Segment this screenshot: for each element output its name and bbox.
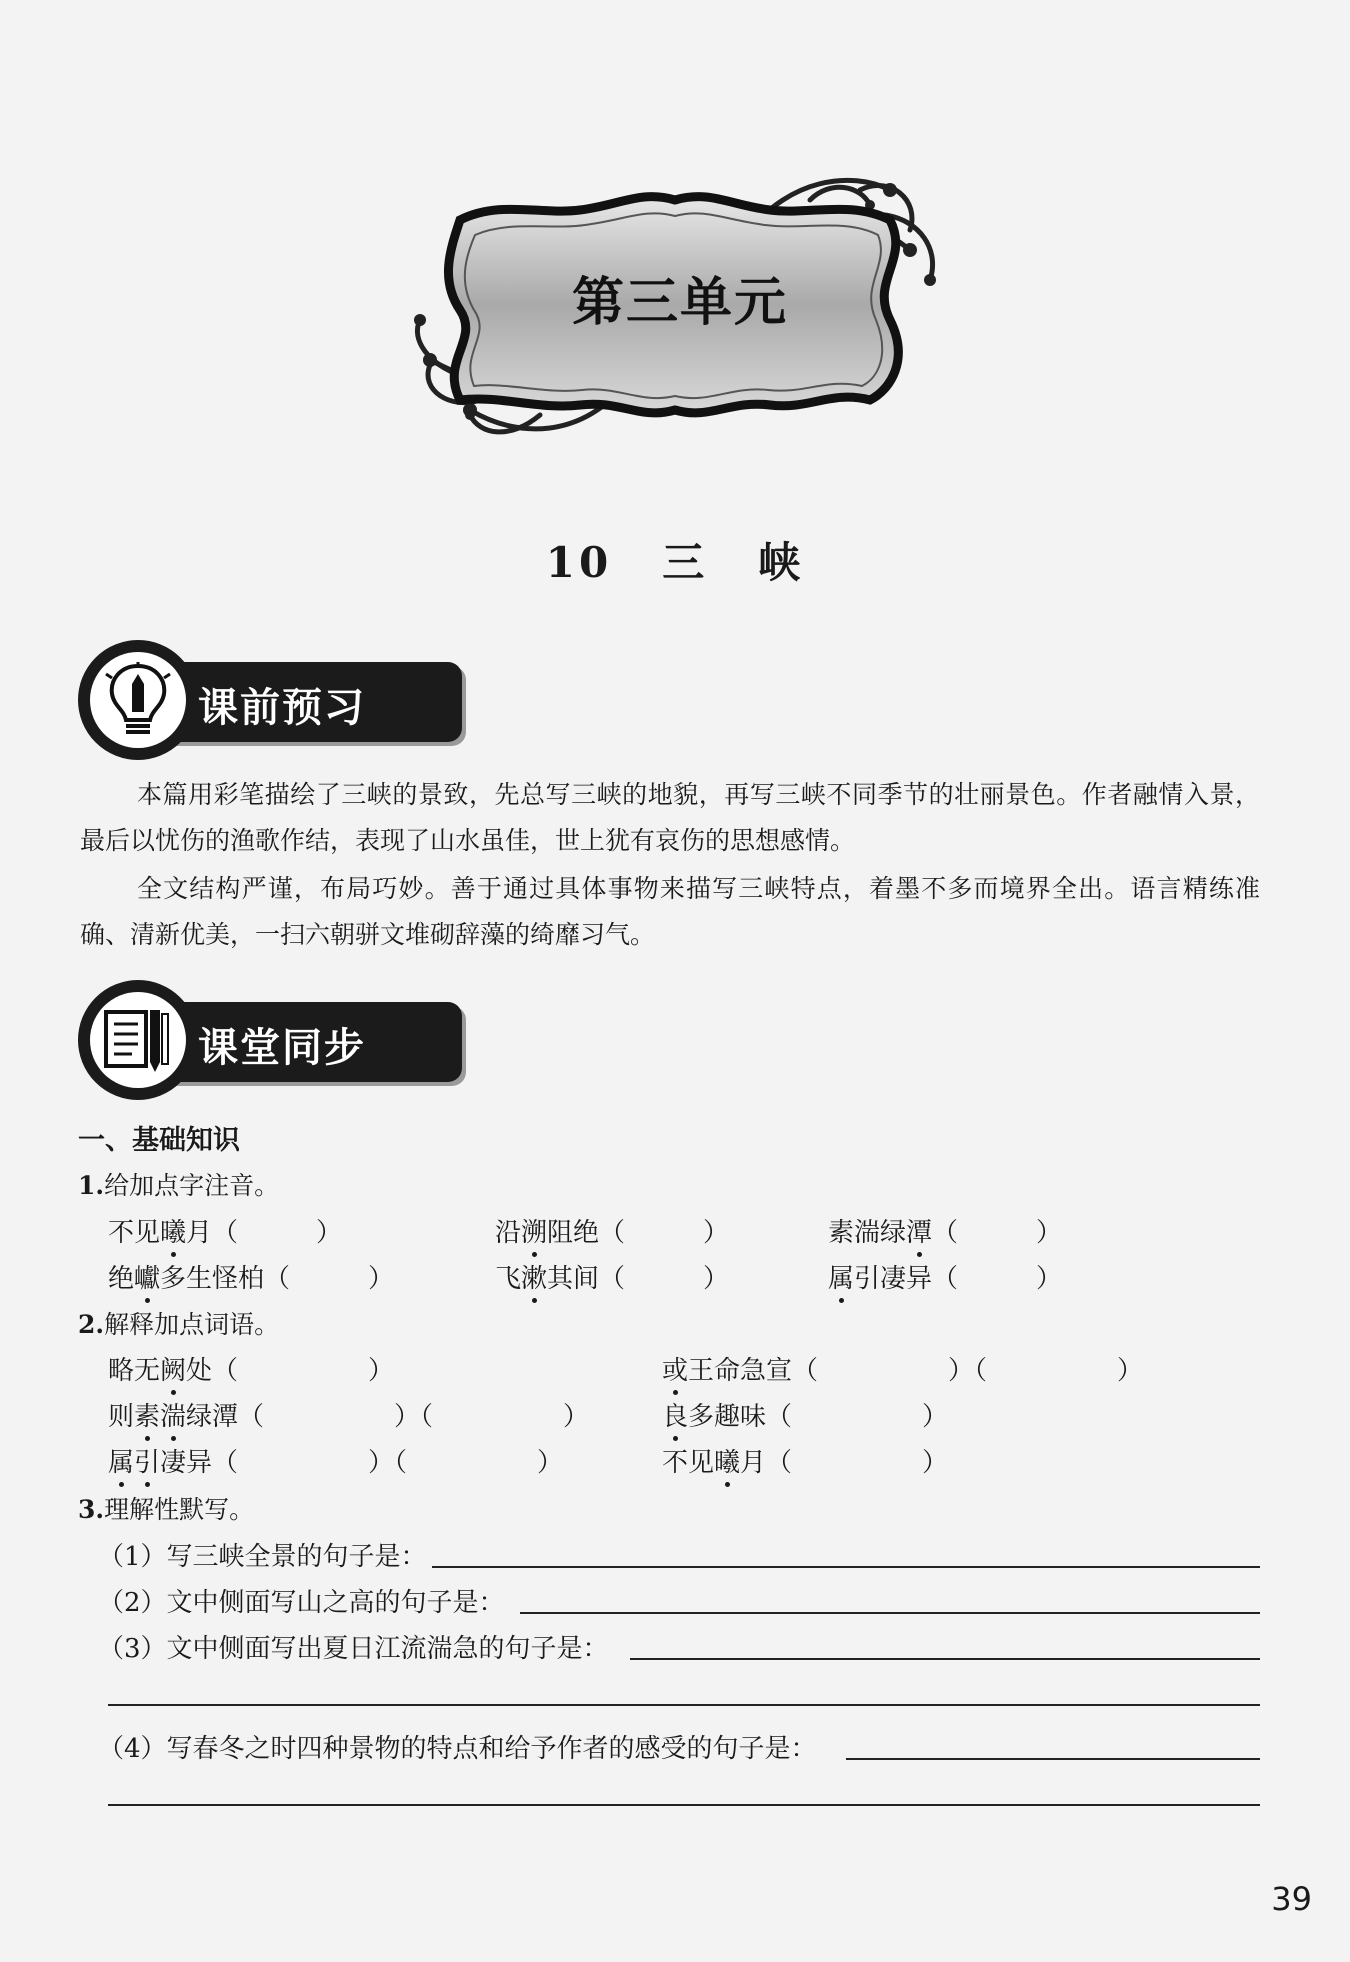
q1-item-1: 不见曦月（ ） <box>108 1212 342 1249</box>
answer-line-1[interactable] <box>432 1566 1260 1568</box>
q2-item-3: 则素湍绿潭（ ）（ ） <box>108 1396 589 1433</box>
q2-item-2: 或王命急宣（ ）（ ） <box>662 1350 1143 1387</box>
answer-line-4[interactable] <box>846 1758 1260 1760</box>
lightbulb-pencil-icon <box>104 662 172 738</box>
q1-item-5: 飞漱其间（ ） <box>495 1258 729 1295</box>
q2-item-4: 良多趣味（ ） <box>662 1396 948 1433</box>
question-1: 1.给加点字注音。 <box>78 1171 280 1200</box>
preview-badge <box>78 640 398 762</box>
preview-badge-label: 课前预习 <box>198 685 366 731</box>
q3-item-2: （2）文中侧面写山之高的句子是： <box>98 1588 505 1618</box>
unit-title: 第三单元 <box>571 273 788 333</box>
question-2: 2.解释加点词语。 <box>78 1310 280 1339</box>
q1-item-6: 属引凄异（ ） <box>828 1258 1062 1295</box>
page-number: 39 <box>1271 1880 1312 1918</box>
answer-line-4b[interactable] <box>108 1804 1260 1806</box>
lesson-name-char2: 峡 <box>758 538 805 587</box>
q1-item-3: 素湍绿潭（ ） <box>828 1212 1062 1249</box>
q2-item-1: 略无阙处（ ） <box>108 1350 394 1387</box>
q3-item-3: （3）文中侧面写出夏日江流湍急的句子是： <box>98 1634 609 1664</box>
q1-item-2: 沿溯阻绝（ ） <box>495 1212 729 1249</box>
section-basic-knowledge: 一、基础知识 <box>78 1125 240 1156</box>
preview-paragraph-2: 全文结构严谨，布局巧妙。善于通过具体事物来描写三峡特点，着墨不多而境界全出。语言精练准确、清新优美，一扫六朝骈文堆砌辞藻的绮靡习气。 <box>80 874 1260 949</box>
book-pencil-icon <box>102 1004 174 1076</box>
q2-item-5: 属引凄异（ ）（ ） <box>108 1442 563 1479</box>
answer-line-3b[interactable] <box>108 1704 1260 1706</box>
lesson-name-char1: 三 <box>662 538 709 587</box>
classroom-badge <box>78 980 398 1102</box>
q2-item-6: 不见曦月（ ） <box>662 1442 948 1479</box>
lesson-number: 10 <box>545 538 613 587</box>
q1-item-4: 绝巘多生怪柏（ ） <box>108 1258 394 1295</box>
answer-line-3[interactable] <box>630 1658 1260 1660</box>
classroom-badge-label: 课堂同步 <box>198 1025 366 1071</box>
preview-paragraph-1: 本篇用彩笔描绘了三峡的景致，先总写三峡的地貌，再写三峡不同季节的壮丽景色。作者融情入景，最后以忧伤的渔歌作结，表现了山水虽佳，世上犹有哀伤的思想感情。 <box>80 780 1260 855</box>
q3-item-1: （1）写三峡全景的句子是： <box>98 1542 427 1572</box>
q3-item-4: （4）写春冬之时四种景物的特点和给予作者的感受的句子是： <box>98 1734 817 1764</box>
answer-line-2[interactable] <box>520 1612 1260 1614</box>
unit-banner <box>390 160 960 450</box>
lesson-title <box>0 530 1350 590</box>
question-3: 3.理解性默写。 <box>78 1495 255 1524</box>
